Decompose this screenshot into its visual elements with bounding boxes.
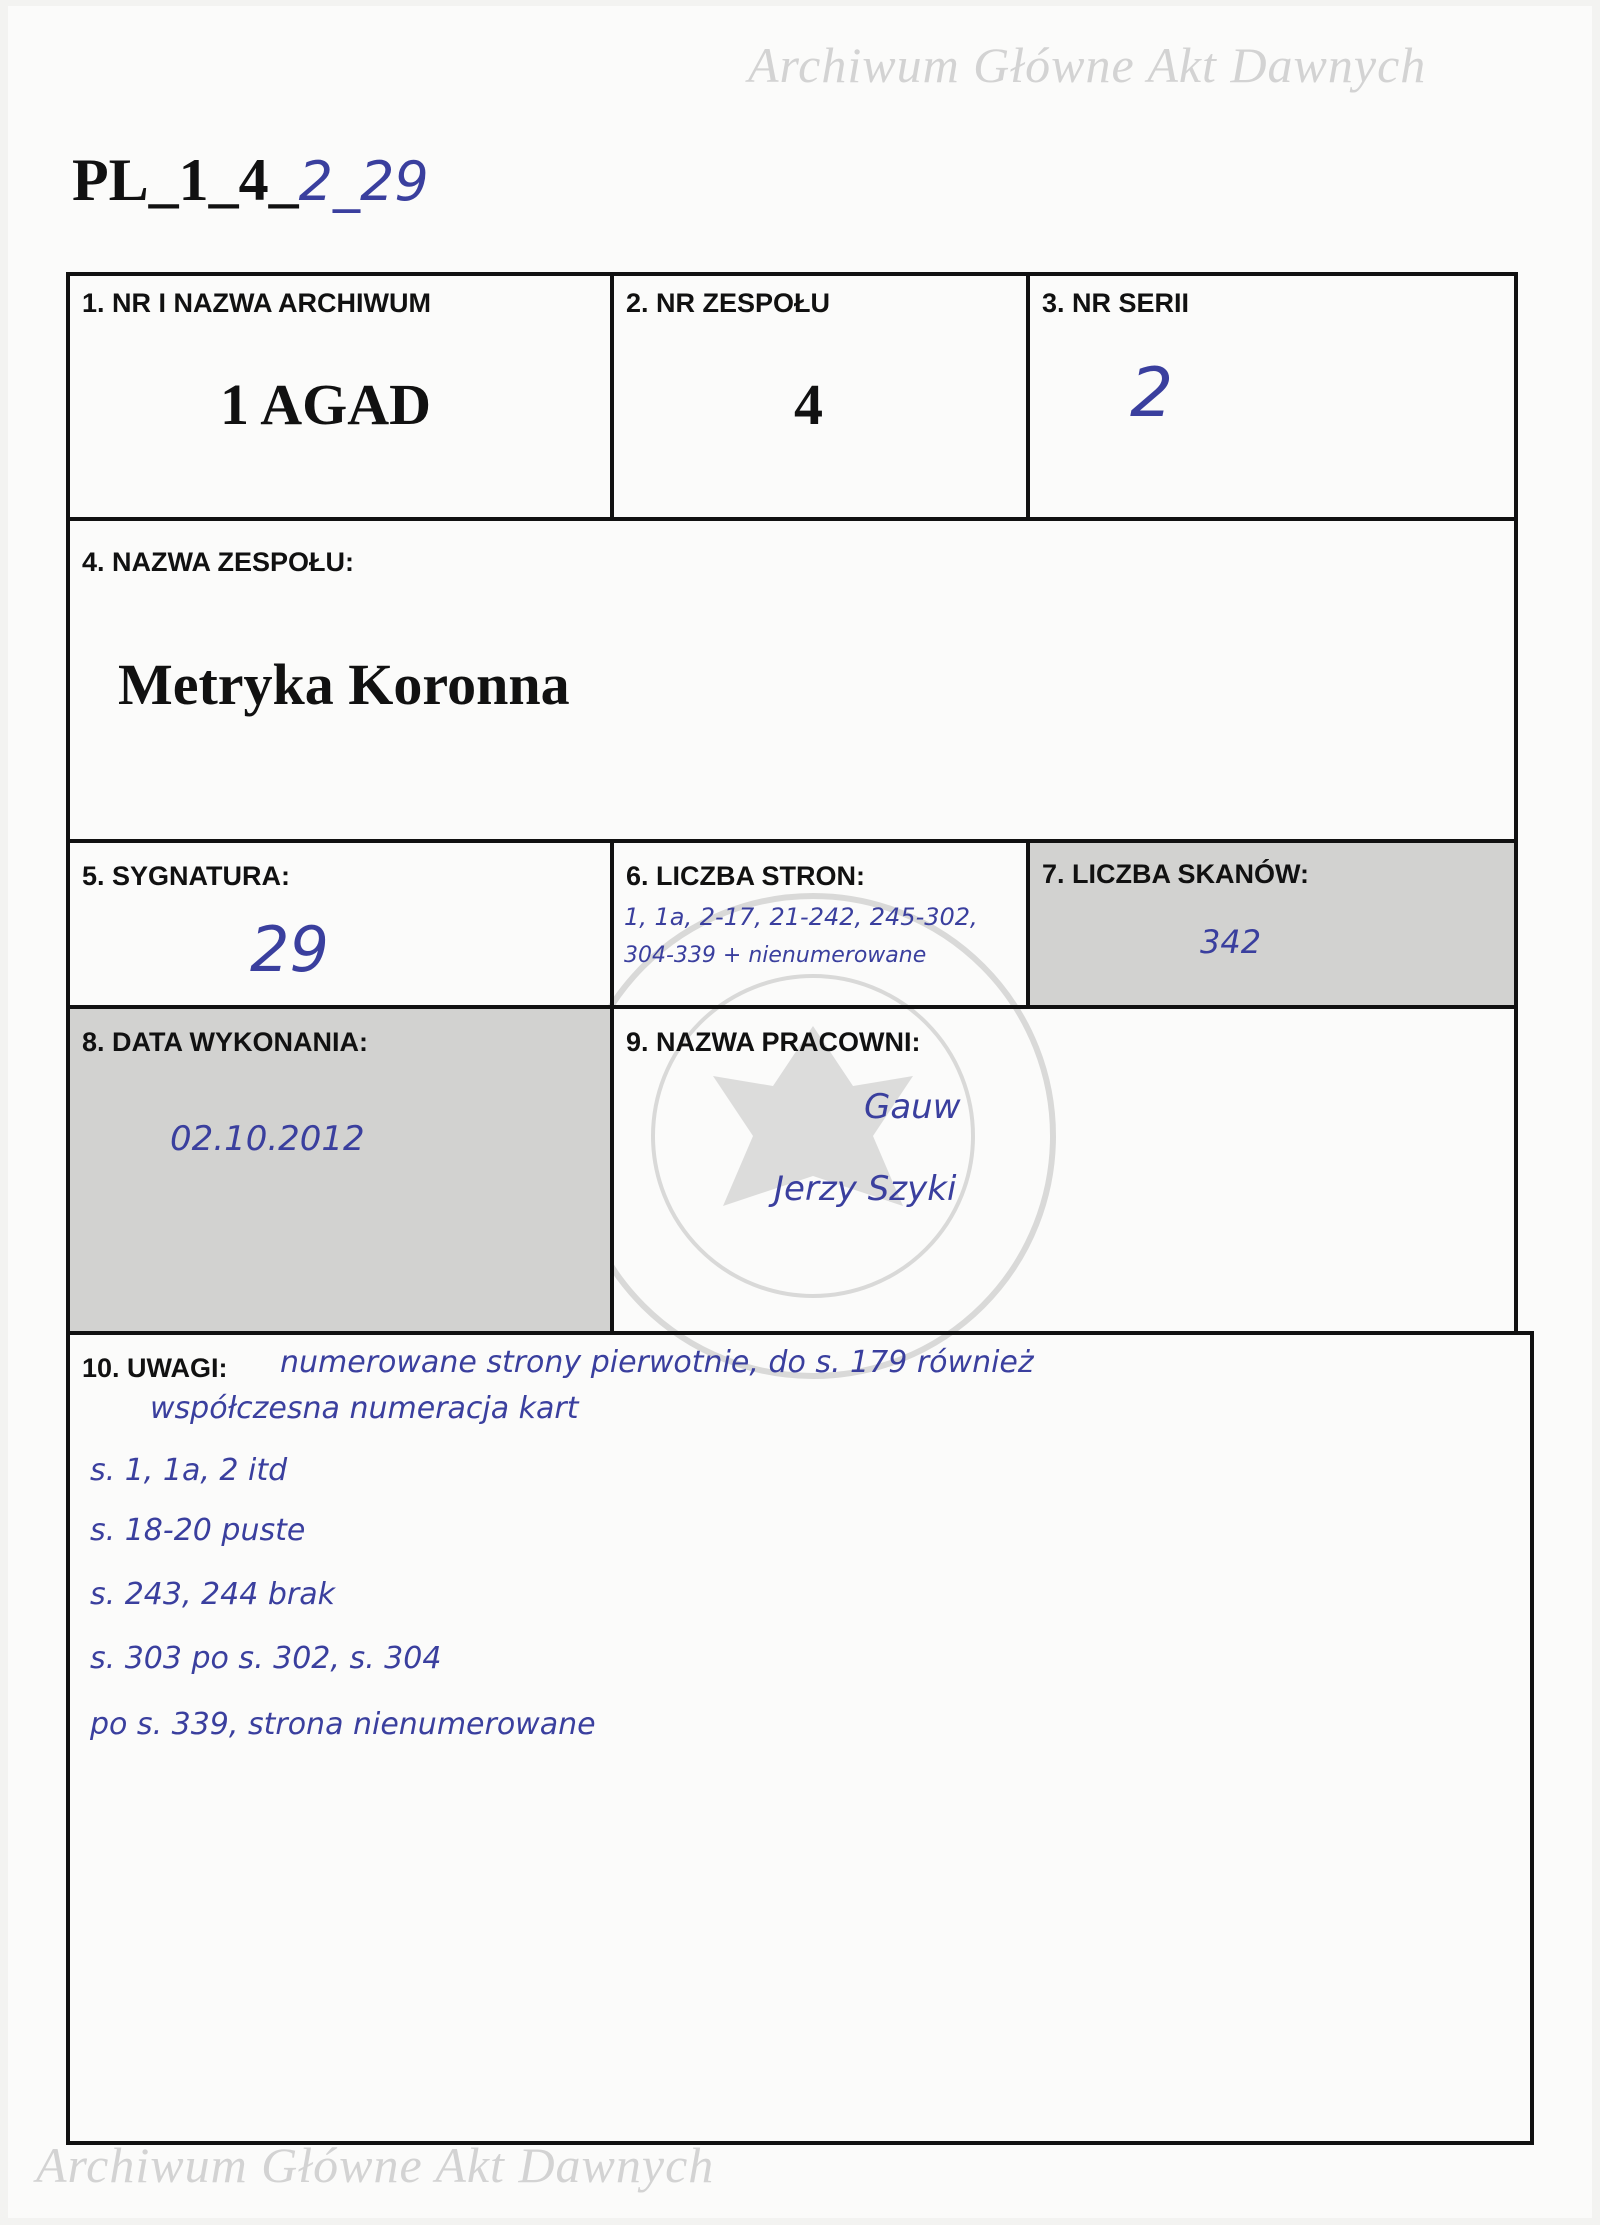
- remarks-line: s. 243, 244 brak: [90, 1577, 335, 1612]
- remarks-cell: [66, 1331, 1534, 2145]
- fond-number-cell: [610, 272, 1030, 521]
- execution-date-value: 02.10.2012: [170, 1119, 365, 1159]
- series-number-cell: [1026, 272, 1518, 521]
- page-count-line2: 304-339 + nienumerowane: [624, 943, 927, 968]
- series-number-label: 3. NR SERII: [1042, 288, 1190, 318]
- fond-name-value: Metryka Koronna: [118, 652, 570, 717]
- scan-count-value: 342: [1200, 923, 1262, 961]
- workshop-cell: [610, 1005, 1518, 1335]
- watermark-bottom: Archiwum Główne Akt Dawnych: [36, 2137, 715, 2193]
- fond-number-label: 2. NR ZESPOŁU: [626, 288, 831, 318]
- series-number-value: 2: [1130, 354, 1174, 433]
- form-sheet: [8, 6, 1592, 2218]
- workshop-signature-2: Jerzy Szyki: [774, 1169, 957, 1209]
- document-id-handwritten: 2_29: [298, 150, 429, 213]
- document-id-printed: PL_1_4_: [72, 147, 299, 213]
- remarks-intro-line1: numerowane strony pierwotnie, do s. 179 również: [280, 1345, 1034, 1380]
- fond-name-cell: [66, 517, 1518, 843]
- remarks-intro-line2: współczesna numeracja kart: [150, 1391, 579, 1426]
- remarks-line: s. 1, 1a, 2 itd: [90, 1453, 288, 1488]
- remarks-label: 10. UWAGI:: [82, 1353, 228, 1383]
- workshop-signature-1: Gauw: [864, 1087, 961, 1127]
- workshop-label: 9. NAZWA PRACOWNI:: [626, 1027, 921, 1057]
- signature-label: 5. SYGNATURA:: [82, 861, 291, 891]
- signature-cell: [66, 839, 614, 1009]
- remarks-line: s. 18-20 puste: [90, 1513, 306, 1548]
- fond-name-label: 4. NAZWA ZESPOŁU:: [82, 547, 355, 577]
- archive-cell: [66, 272, 614, 521]
- document-id: [72, 146, 429, 215]
- scan-count-label: 7. LICZBA SKANÓW:: [1042, 859, 1309, 889]
- archive-label: 1. NR I NAZWA ARCHIWUM: [82, 288, 431, 318]
- remarks-line: po s. 339, strona nienumerowane: [90, 1707, 596, 1742]
- page-count-cell: [610, 839, 1030, 1009]
- watermark-top: Archiwum Główne Akt Dawnych: [748, 37, 1427, 93]
- page-count-label: 6. LICZBA STRON:: [626, 861, 865, 891]
- archive-value: 1 AGAD: [220, 372, 432, 437]
- fond-number-value: 4: [794, 372, 823, 437]
- page-count-line1: 1, 1a, 2-17, 21-242, 245-302,: [624, 903, 978, 931]
- execution-date-cell: [66, 1005, 614, 1335]
- remarks-line: s. 303 po s. 302, s. 304: [90, 1641, 442, 1676]
- execution-date-label: 8. DATA WYKONANIA:: [82, 1027, 368, 1057]
- signature-value: 29: [250, 913, 329, 986]
- scan-count-cell: [1026, 839, 1518, 1009]
